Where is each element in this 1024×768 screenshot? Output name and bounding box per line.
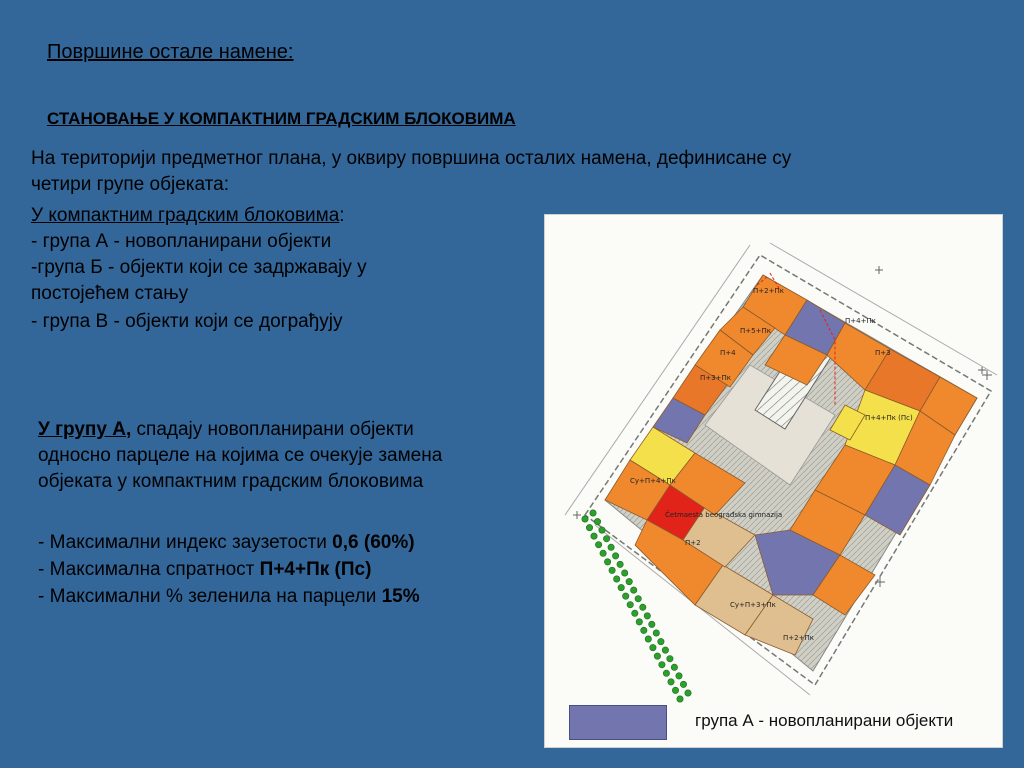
legend-swatch-group-a [569, 705, 667, 740]
tree [635, 596, 641, 602]
building-label: П+2+Пк [753, 287, 784, 295]
tree [604, 559, 610, 565]
tree [608, 544, 614, 550]
legend-label: група А - новопланирани објекти [695, 711, 954, 730]
tree [614, 576, 620, 582]
building-label: П+3+Пк [700, 374, 731, 382]
building-label: П+3 [875, 349, 891, 357]
rule-value: П+4+Пк (Пс) [259, 559, 372, 580]
tree [591, 533, 597, 539]
tree [594, 518, 600, 524]
building-label: П+5+Пк [740, 327, 771, 335]
tree [636, 619, 642, 625]
group-list-item-b: -група Б - објекти који се задржавају у [31, 257, 367, 278]
group-list-item-b-cont: постојећем стању [31, 283, 189, 304]
tree [672, 687, 678, 693]
tree [677, 696, 683, 702]
tree [650, 644, 656, 650]
urban-block-plan-map [544, 214, 1003, 748]
blocks-line [31, 203, 345, 228]
tree [600, 550, 606, 556]
tree [603, 536, 609, 542]
rule-coverage-index [38, 530, 415, 555]
tree [676, 673, 682, 679]
tree [659, 662, 665, 668]
intro-line-1: На територији предметног плана, у оквиру површина осталих намена, дефинисане су [31, 148, 792, 169]
tree [649, 621, 655, 627]
tree [618, 584, 624, 590]
building-label: П+4 [720, 349, 736, 357]
blocks-colon: : [339, 205, 345, 226]
tree [640, 604, 646, 610]
tree [582, 516, 588, 522]
tree [599, 527, 605, 533]
tree [680, 681, 686, 687]
tree [654, 653, 660, 659]
rule-value: 15% [381, 586, 420, 607]
tree [668, 679, 674, 685]
blocks-label: У компактним градским блоковима [31, 205, 340, 226]
group-a-title: У групу А, [38, 419, 132, 440]
group-a-line-3: објеката у компактним градским блоковима [38, 471, 424, 492]
tree [641, 627, 647, 633]
group-a-title-rest: спадају новопланирани објекти [131, 419, 414, 440]
rule-value: 0,6 (60%) [332, 532, 415, 553]
tree [627, 602, 633, 608]
tree [663, 670, 669, 676]
tree [626, 578, 632, 584]
group-a-line-2: односно парцеле на којима се очекује замена [38, 445, 443, 466]
tree [662, 647, 668, 653]
tree [671, 664, 677, 670]
rule-label: - Максимални % зеленила на парцели [38, 586, 382, 607]
tree [590, 510, 596, 516]
tree [609, 567, 615, 573]
tree [653, 630, 659, 636]
group-list-item-a: - група А - новопланирани објекти [31, 231, 332, 252]
building-label: Су+П+4+Пк [630, 477, 676, 485]
intro-line-2: четири групе објеката: [31, 174, 229, 195]
building-label: П+2+Пк [783, 634, 814, 642]
tree [623, 593, 629, 599]
rule-max-floors [38, 557, 371, 582]
tree [622, 570, 628, 576]
building-label: П+4+Пк (Пс) [865, 414, 913, 422]
tree [586, 524, 592, 530]
tree [631, 587, 637, 593]
rule-greenery [38, 584, 420, 609]
section-subheading: СТАНОВАЊЕ У КОМПАКТНИМ ГРАДСКИМ БЛОКОВИМА [47, 109, 516, 128]
group-list-item-v: - група В - објекти који се дограђују [31, 311, 343, 332]
rule-label: - Максимални индекс заузетости [38, 532, 333, 553]
building-label: П+4+Пк [845, 317, 876, 325]
group-a-title-line [38, 417, 414, 442]
tree [612, 553, 618, 559]
tree [667, 656, 673, 662]
tree [644, 613, 650, 619]
tree [595, 542, 601, 548]
tree [685, 690, 691, 696]
plan-drawing [545, 215, 1002, 747]
tree [658, 638, 664, 644]
page-heading: Површине остале намене: [47, 41, 294, 63]
building-label: П+2 [685, 539, 701, 547]
tree [645, 636, 651, 642]
rule-label: - Максимална спратност [38, 559, 260, 580]
tree [632, 610, 638, 616]
building-label: Čеtmaesta beograđska gimnazija [665, 511, 783, 519]
building-label: Су+П+3+Пк [730, 601, 776, 609]
tree [617, 561, 623, 567]
